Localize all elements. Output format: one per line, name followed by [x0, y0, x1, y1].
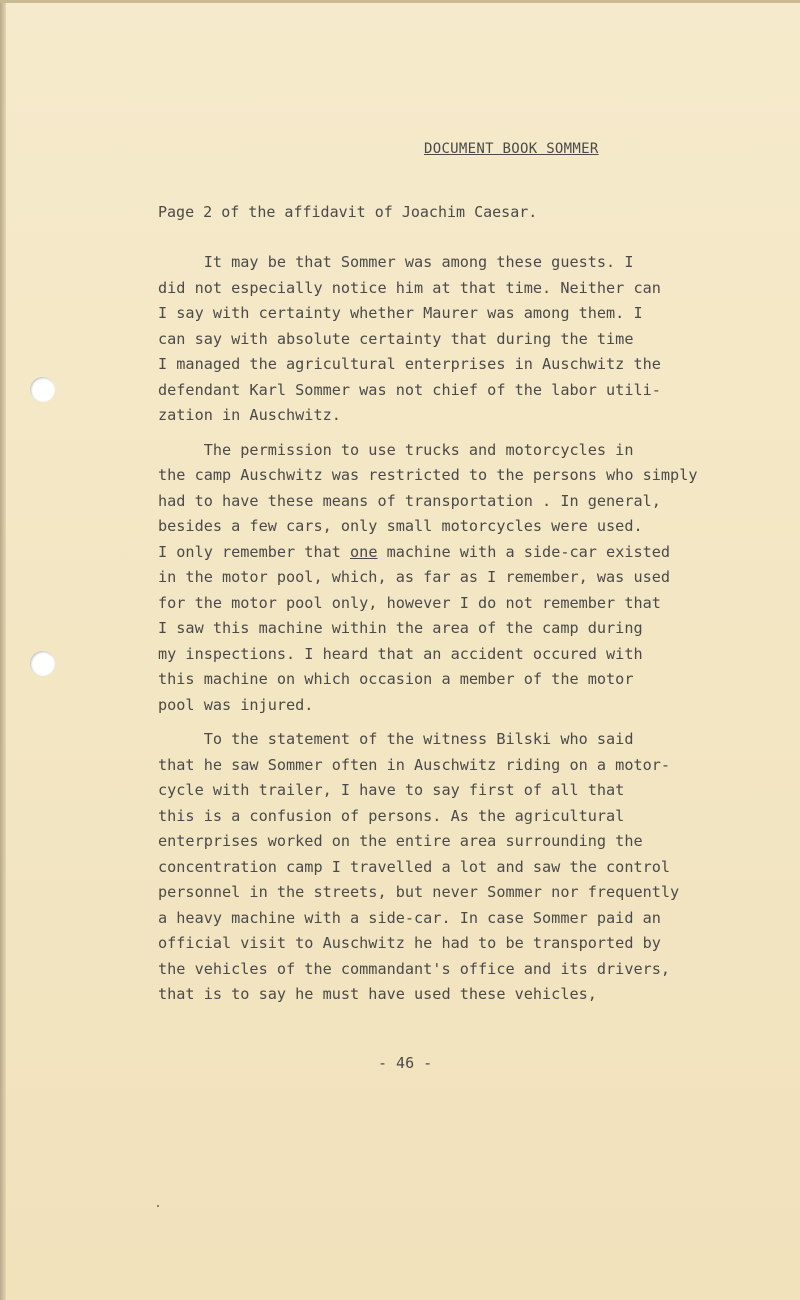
text-line: cycle with trailer, I have to say first of all that — [158, 781, 625, 799]
text-line: that he saw Sommer often in Auschwitz riding on a motor- — [158, 755, 671, 774]
text-line: I managed the agricultural enterprises in Auschwitz the — [158, 355, 661, 373]
text-line: this is a confusion of persons. As the agricultural — [158, 806, 625, 825]
text-line: that is to say he must have used these vehicles, — [158, 985, 597, 1003]
text-line: I say with certainty whether Maurer was among them. I — [158, 304, 643, 322]
text-segment: machine with a side-car existed — [377, 542, 671, 561]
text-line: besides a few cars, only small motorcycles were used. — [158, 517, 643, 535]
text-line: can say with absolute certainty that during the time — [158, 329, 634, 348]
page-left-edge — [0, 0, 6, 1300]
text-line: the vehicles of the commandant's office and its drivers, — [158, 959, 671, 978]
text-line: the camp Auschwitz was restricted to the persons who simply — [158, 466, 698, 484]
paragraph-1 — [158, 250, 768, 429]
text-line: zation in Auschwitz. — [158, 406, 341, 424]
paragraph-gap — [158, 429, 768, 438]
text-line: did not especially notice him at that time. Neither can — [158, 278, 661, 297]
text-line: a heavy machine with a side-car. In case Sommer paid an — [158, 908, 661, 927]
underlined-word: one — [350, 542, 378, 561]
text-line: It may be that Sommer was among these guests. I — [158, 253, 634, 271]
text-line: my inspections. I heard that an accident occured with — [158, 644, 643, 663]
text-line: had to have these means of transportation . In general, — [158, 491, 661, 510]
text-line: in the motor pool, which, as far as I remember, was used — [158, 568, 671, 586]
text-line: for the motor pool only, however I do not remember that — [158, 593, 661, 612]
text-line: To the statement of the witness Bilski who said — [158, 730, 634, 748]
text-line: concentration camp I travelled a lot and saw the control — [158, 857, 671, 876]
paragraph-2 — [158, 438, 768, 719]
text-line: I saw this machine within the area of the camp during — [158, 619, 643, 637]
punch-hole-bottom — [30, 651, 55, 676]
text-line-with-underline — [158, 540, 768, 566]
page-heading: Page 2 of the affidavit of Joachim Caesar. — [158, 203, 538, 221]
text-line: official visit to Auschwitz he had to be transported by — [158, 934, 661, 952]
text-line: personnel in the streets, but never Sommer nor frequently — [158, 883, 680, 901]
text-line: defendant Karl Sommer was not chief of the labor utili- — [158, 380, 661, 399]
affidavit-body — [158, 250, 768, 1008]
text-segment: I only remember that — [158, 542, 351, 561]
paragraph-gap — [158, 718, 768, 727]
text-line: The permission to use trucks and motorcycles in — [158, 440, 634, 459]
text-line: pool was injured. — [158, 695, 314, 714]
document-header: DOCUMENT BOOK SOMMER — [424, 141, 599, 157]
text-line: this machine on which occasion a member of the motor — [158, 670, 634, 688]
page-number: - 46 - — [378, 1054, 433, 1072]
text-line: enterprises worked on the entire area surrounding the — [158, 832, 643, 850]
punch-hole-top — [30, 377, 55, 402]
paragraph-3 — [158, 727, 768, 1008]
ink-speck — [157, 1205, 159, 1207]
page-top-edge — [0, 0, 800, 3]
